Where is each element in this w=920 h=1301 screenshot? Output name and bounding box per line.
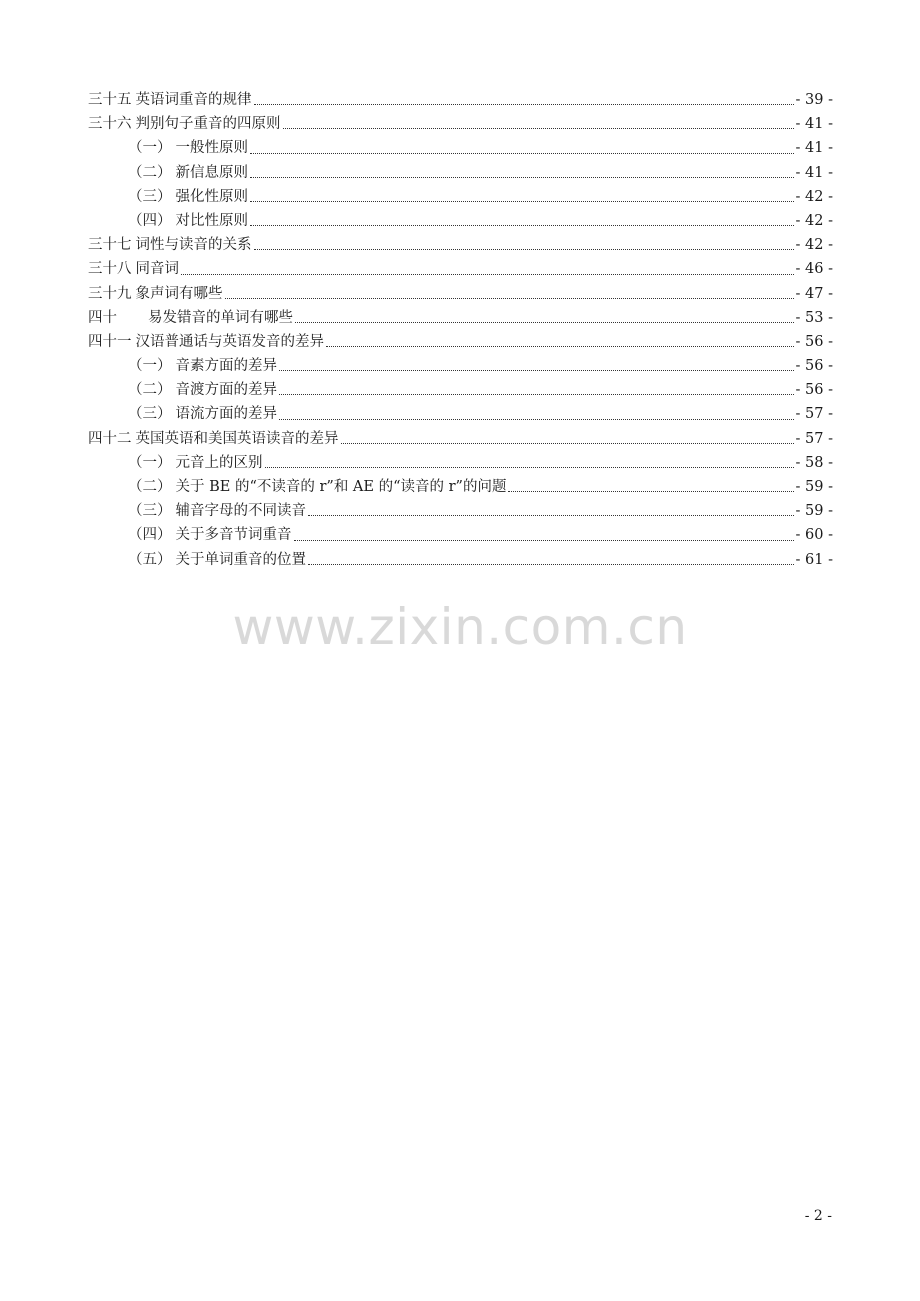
toc-entry-title: 音渡方面的差异 xyxy=(175,382,277,399)
toc-dot-leader xyxy=(308,514,794,516)
toc-dot-leader xyxy=(250,152,794,154)
toc-entry-title: 新信息原则 xyxy=(175,164,248,181)
toc-entry-page: - 56 - xyxy=(795,358,833,375)
toc-entry-page: - 60 - xyxy=(795,527,833,544)
toc-entry-page: - 41 - xyxy=(795,140,833,157)
toc-dot-leader xyxy=(279,369,794,371)
toc-entry-title: 元音上的区别 xyxy=(175,454,263,471)
toc-entry-title: 英语词重音的规律 xyxy=(135,92,252,108)
toc-dot-leader xyxy=(250,176,794,178)
toc-entry-number: （三） xyxy=(128,406,172,423)
page-number: - 2 - xyxy=(804,1208,832,1224)
toc-entry-number: 三十五 xyxy=(88,92,132,108)
toc-entry[interactable] xyxy=(88,209,833,233)
toc-entry[interactable] xyxy=(88,548,833,572)
toc-entry-page: - 39 - xyxy=(795,92,833,108)
watermark: www.zixin.com.cn xyxy=(232,598,688,656)
toc-entry[interactable] xyxy=(88,233,833,257)
toc-entry[interactable] xyxy=(88,378,833,402)
toc-dot-leader xyxy=(326,345,794,347)
toc-entry-title: 对比性原则 xyxy=(175,212,248,229)
toc-entry-page: - 59 - xyxy=(795,479,833,495)
toc-entry-number: （四） xyxy=(128,212,172,229)
toc-entry-page: - 42 - xyxy=(795,237,833,254)
toc-entry-number: （三） xyxy=(128,188,172,205)
toc-dot-leader xyxy=(308,563,794,565)
toc-dot-leader xyxy=(225,297,794,299)
toc-entry[interactable] xyxy=(88,306,833,330)
toc-entry-number: （二） xyxy=(128,164,172,181)
toc-entry-page: - 56 - xyxy=(795,333,833,350)
toc-entry-number: （一） xyxy=(128,454,172,471)
toc-entry-title: 语流方面的差异 xyxy=(175,406,277,423)
toc-entry-number: （三） xyxy=(128,503,172,520)
toc-entry[interactable] xyxy=(88,523,833,547)
toc-dot-leader xyxy=(250,200,794,202)
toc-entry-title: 关于单词重音的位置 xyxy=(175,551,306,568)
toc-entry-number: （五） xyxy=(128,551,172,568)
toc-entry[interactable] xyxy=(88,402,833,426)
toc-entry-page: - 53 - xyxy=(795,309,833,326)
toc-dot-leader xyxy=(294,539,794,541)
toc-entry-number: （二） xyxy=(128,479,172,495)
toc-entry-title: 音素方面的差异 xyxy=(175,358,277,375)
toc-entry-title: 关于多音节词重音 xyxy=(175,527,292,544)
toc-entry[interactable] xyxy=(88,427,833,451)
toc-entry[interactable] xyxy=(88,112,833,136)
toc-entry[interactable] xyxy=(88,185,833,209)
toc-dot-leader xyxy=(254,248,794,250)
toc-entry[interactable] xyxy=(88,88,833,112)
toc-entry-title: 象声词有哪些 xyxy=(135,285,223,302)
toc-entry-page: - 56 - xyxy=(795,382,833,399)
toc-entry-page: - 58 - xyxy=(795,454,833,471)
toc-entry-title: 汉语普通话与英语发音的差异 xyxy=(135,333,324,350)
toc-entry-title: 同音词 xyxy=(135,261,179,278)
toc-entry-title: 词性与读音的关系 xyxy=(135,237,252,254)
toc-entry-number: 三十七 xyxy=(88,237,132,254)
toc-dot-leader xyxy=(279,418,794,420)
toc-entry-number: 三十六 xyxy=(88,116,132,133)
toc-dot-leader xyxy=(279,393,794,395)
toc-entry-title: 一般性原则 xyxy=(175,140,248,157)
toc-entry-number: （一） xyxy=(128,140,172,157)
toc-dot-leader xyxy=(341,442,794,444)
toc-entry-number: 四十一 xyxy=(88,333,132,350)
toc-entry[interactable] xyxy=(88,330,833,354)
toc-entry-page: - 59 - xyxy=(795,503,833,520)
toc-entry-number: （一） xyxy=(128,358,172,375)
toc-entry-page: - 46 - xyxy=(795,261,833,278)
toc-entry-page: - 57 - xyxy=(795,406,833,423)
toc-entry-number: 四十 xyxy=(88,309,117,326)
toc-entry-number: 三十八 xyxy=(88,261,132,278)
toc-entry-title: 辅音字母的不同读音 xyxy=(175,503,306,520)
toc-entry[interactable] xyxy=(88,282,833,306)
toc-dot-leader xyxy=(508,490,793,492)
toc-entry[interactable] xyxy=(88,136,833,160)
toc-entry-page: - 42 - xyxy=(795,212,833,229)
toc-entry[interactable] xyxy=(88,257,833,281)
toc-dot-leader xyxy=(295,321,794,323)
toc-entry-title: 易发错音的单词有哪些 xyxy=(148,309,293,326)
toc-entry[interactable] xyxy=(88,475,833,499)
toc-entry-number: 四十二 xyxy=(88,430,132,447)
toc-entry-title: 判别句子重音的四原则 xyxy=(135,116,281,133)
toc-dot-leader xyxy=(254,103,794,105)
toc-entry-number: （二） xyxy=(128,382,172,399)
toc-entry-page: - 41 - xyxy=(795,116,833,133)
toc-entry-page: - 57 - xyxy=(795,430,833,447)
toc-entry[interactable] xyxy=(88,161,833,185)
toc-entry-page: - 47 - xyxy=(795,285,833,302)
table-of-contents xyxy=(88,88,833,572)
toc-entry[interactable] xyxy=(88,451,833,475)
toc-dot-leader xyxy=(265,466,794,468)
toc-entry-title: 英国英语和美国英语读音的差异 xyxy=(135,430,339,447)
toc-entry-page: - 41 - xyxy=(795,164,833,181)
toc-entry-number: （四） xyxy=(128,527,172,544)
toc-dot-leader xyxy=(181,273,794,275)
toc-entry-page: - 61 - xyxy=(795,551,833,568)
toc-entry[interactable] xyxy=(88,354,833,378)
toc-entry[interactable] xyxy=(88,499,833,523)
toc-entry-title: 强化性原则 xyxy=(175,188,248,205)
toc-dot-leader xyxy=(283,127,794,129)
toc-entry-number: 三十九 xyxy=(88,285,132,302)
toc-entry-title: 关于 BE 的“不读音的 r”和 AE 的“读音的 r”的问题 xyxy=(175,479,507,495)
toc-entry-page: - 42 - xyxy=(795,188,833,205)
toc-dot-leader xyxy=(250,224,794,226)
